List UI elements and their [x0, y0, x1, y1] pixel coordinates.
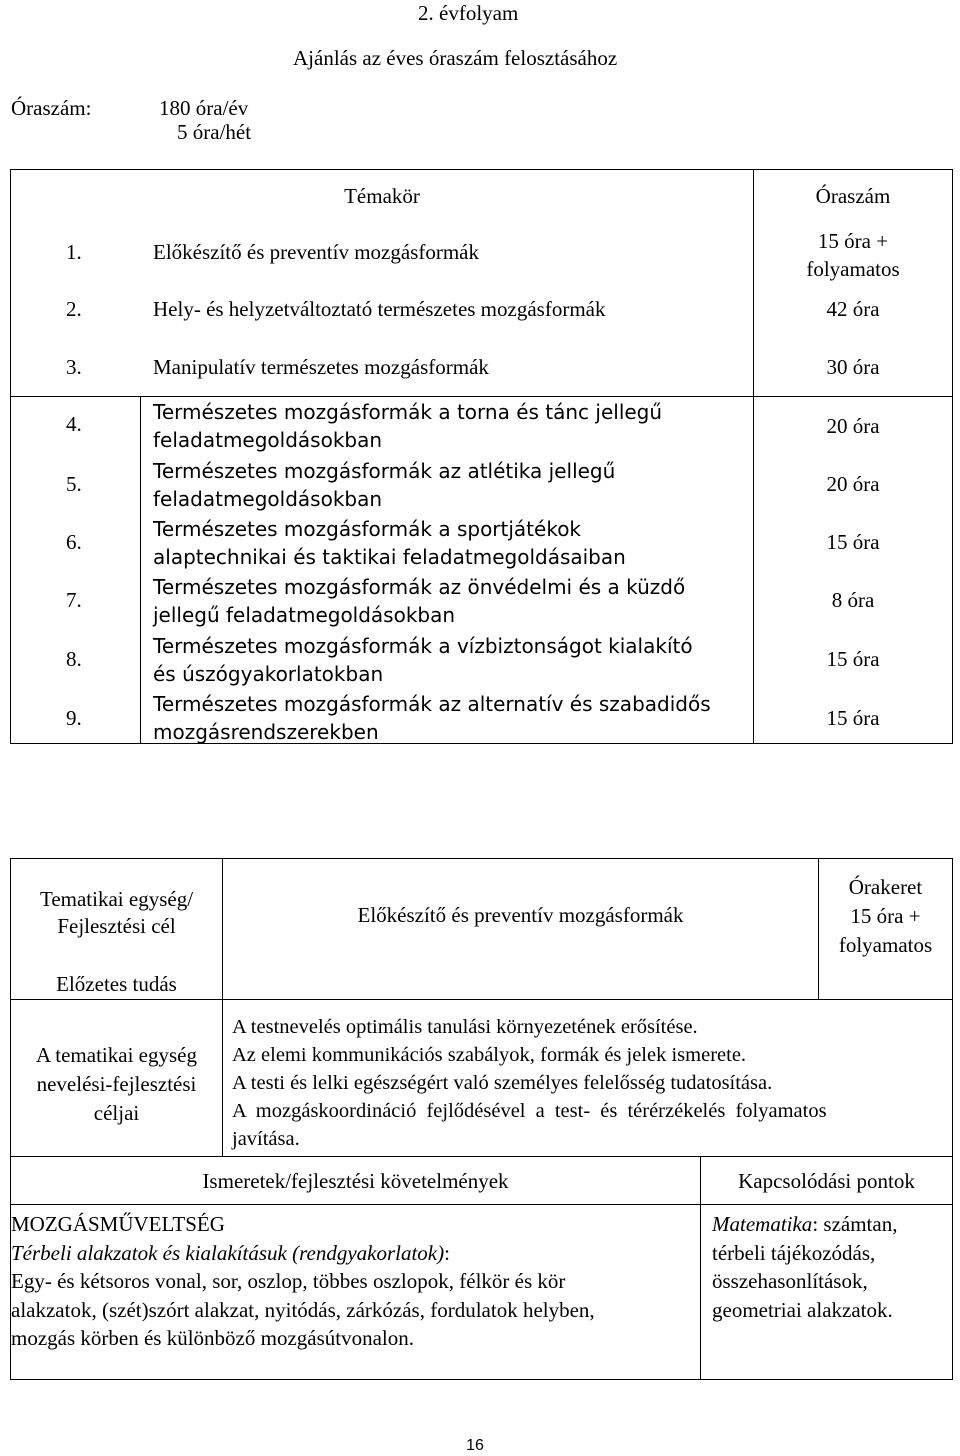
topic-hours: 20 óra	[826, 414, 880, 438]
unit-title: Előkészítő és preventív mozgásformák	[357, 903, 684, 927]
links-subject: Matematika	[712, 1212, 813, 1236]
knowledge-content	[11, 1210, 595, 1353]
body-line: alakzatok, (szét)szórt alakzat, nyitódás, zárkózás, fordulatok helyben,	[11, 1297, 595, 1322]
goal-line: A testnevelés optimális tanulási környezetének erősítése.	[232, 1016, 698, 1038]
links-content	[712, 1210, 897, 1324]
topic-number: 5.	[66, 472, 82, 496]
goal-line: A testi és lelki egészségért való személyes felelősség tudatosítása.	[232, 1072, 773, 1094]
topic-number: 6.	[66, 530, 82, 554]
topic-number: 3.	[66, 355, 82, 379]
goals-label-line: nevelési-fejlesztési	[36, 1072, 197, 1096]
topic-hours-line: 15 óra +	[817, 229, 889, 253]
hours-frame-value: folyamatos	[838, 933, 933, 957]
topic-title: Hely- és helyzetváltoztató természetes mozgásformák	[153, 297, 606, 321]
hours-label: Óraszám:	[11, 96, 92, 120]
topic-title	[153, 457, 615, 513]
goals-label-line: céljai	[93, 1101, 140, 1125]
links-line: összehasonlítások,	[712, 1269, 868, 1293]
topic-title-line: Természetes mozgásformák a vízbiztonságot kialakító	[153, 634, 693, 658]
topic-hours: 8 óra	[831, 588, 875, 612]
topic-title-line: feladatmegoldásokban	[153, 487, 383, 511]
hours-frame	[819, 873, 952, 960]
topic-hours: 42 óra	[826, 297, 880, 321]
grade-heading: 2. évfolyam	[418, 1, 519, 25]
section-subtitle-text: Térbeli alakzatok és kialakításuk (rendgyakorlatok)	[11, 1240, 445, 1265]
hours-frame-value: 15 óra +	[850, 904, 921, 928]
page-subtitle: Ajánlás az éves óraszám felosztásához	[293, 46, 618, 70]
topic-title: Manipulatív természetes mozgásformák	[153, 355, 489, 379]
topic-title	[153, 632, 693, 688]
topic-number: 2.	[66, 297, 82, 321]
section-subtitle-colon: :	[444, 1240, 450, 1265]
body-line: Egy- és kétsoros vonal, sor, oszlop, többes oszlopok, félkör és kör	[11, 1269, 566, 1293]
goals-text	[232, 1013, 827, 1153]
topic-title	[153, 398, 662, 454]
links-line: térbeli tájékozódás,	[712, 1240, 876, 1265]
goal-line: Az elemi kommunikációs szabályok, formák és jelek ismerete.	[232, 1044, 747, 1066]
topic-title-line: Természetes mozgásformák az önvédelmi és a küzdő	[153, 575, 686, 599]
topic-title-line: Természetes mozgásformák a torna és tánc jellegű	[153, 400, 663, 424]
hours-per-week: 5 óra/hét	[177, 120, 252, 144]
topic-number: 1.	[66, 240, 82, 264]
unit-label-line: Tematikai egység/	[39, 887, 194, 911]
links-line: geometriai alakzatok.	[712, 1297, 893, 1322]
topic-hours	[754, 227, 952, 283]
goals-label	[11, 1041, 222, 1128]
topic-title-line: és úszógyakorlatokban	[153, 662, 384, 686]
topic-title-line: Természetes mozgásformák a sportjátékok	[153, 517, 582, 541]
topic-hours-line: folyamatos	[806, 257, 900, 281]
section-title: MOZGÁSMŰVELTSÉG	[11, 1212, 225, 1236]
page-number: 16	[466, 1437, 484, 1454]
unit-label-line: Fejlesztési cél	[57, 914, 176, 938]
hours-frame-label: Órakeret	[848, 875, 923, 899]
links-header: Kapcsolódási pontok	[738, 1169, 915, 1193]
topic-title	[153, 690, 711, 746]
topic-title: Előkészítő és preventív mozgásformák	[153, 240, 479, 264]
knowledge-header: Ismeretek/fejlesztési követelmények	[202, 1169, 509, 1193]
topic-title	[153, 515, 626, 571]
topic-title-line: Természetes mozgásformák az atlétika jellegű	[153, 459, 616, 483]
topic-number: 9.	[66, 706, 82, 730]
unit-label	[11, 886, 222, 940]
prior-knowledge-label: Előzetes tudás	[56, 972, 177, 996]
topic-number: 4.	[66, 412, 82, 436]
topic-hours: 20 óra	[826, 472, 880, 496]
links-line-text: : számtan,	[812, 1212, 898, 1236]
topic-title-line: mozgásrendszerekben	[153, 720, 379, 744]
topic-hours: 15 óra	[826, 706, 880, 730]
topic-number: 8.	[66, 647, 82, 671]
goal-line: A mozgáskoordináció fejlődésével a test- és térérzékelés folyamatos	[232, 1100, 827, 1122]
body-line: mozgás körben és különböző mozgásútvonalon.	[11, 1326, 414, 1350]
column-header-topic: Témakör	[344, 184, 420, 208]
topic-title-line: jellegű feladatmegoldásokban	[153, 603, 456, 627]
topic-number: 7.	[66, 588, 82, 612]
topic-hours: 30 óra	[826, 355, 880, 379]
section-subtitle	[11, 1239, 595, 1268]
goal-line: javítása.	[232, 1128, 300, 1150]
topic-title-line: Természetes mozgásformák az alternatív és szabadidős	[153, 692, 711, 716]
topic-hours: 15 óra	[826, 530, 880, 554]
topic-title	[153, 573, 685, 629]
topic-title-line: feladatmegoldásokban	[153, 428, 383, 452]
topic-title-line: alaptechnikai és taktikai feladatmegoldásaiban	[153, 545, 626, 569]
topic-hours: 15 óra	[826, 647, 880, 671]
hours-per-year: 180 óra/év	[159, 96, 249, 120]
links-line	[712, 1210, 897, 1239]
column-header-hours: Óraszám	[815, 184, 891, 208]
goals-label-line: A tematikai egység	[36, 1043, 197, 1067]
